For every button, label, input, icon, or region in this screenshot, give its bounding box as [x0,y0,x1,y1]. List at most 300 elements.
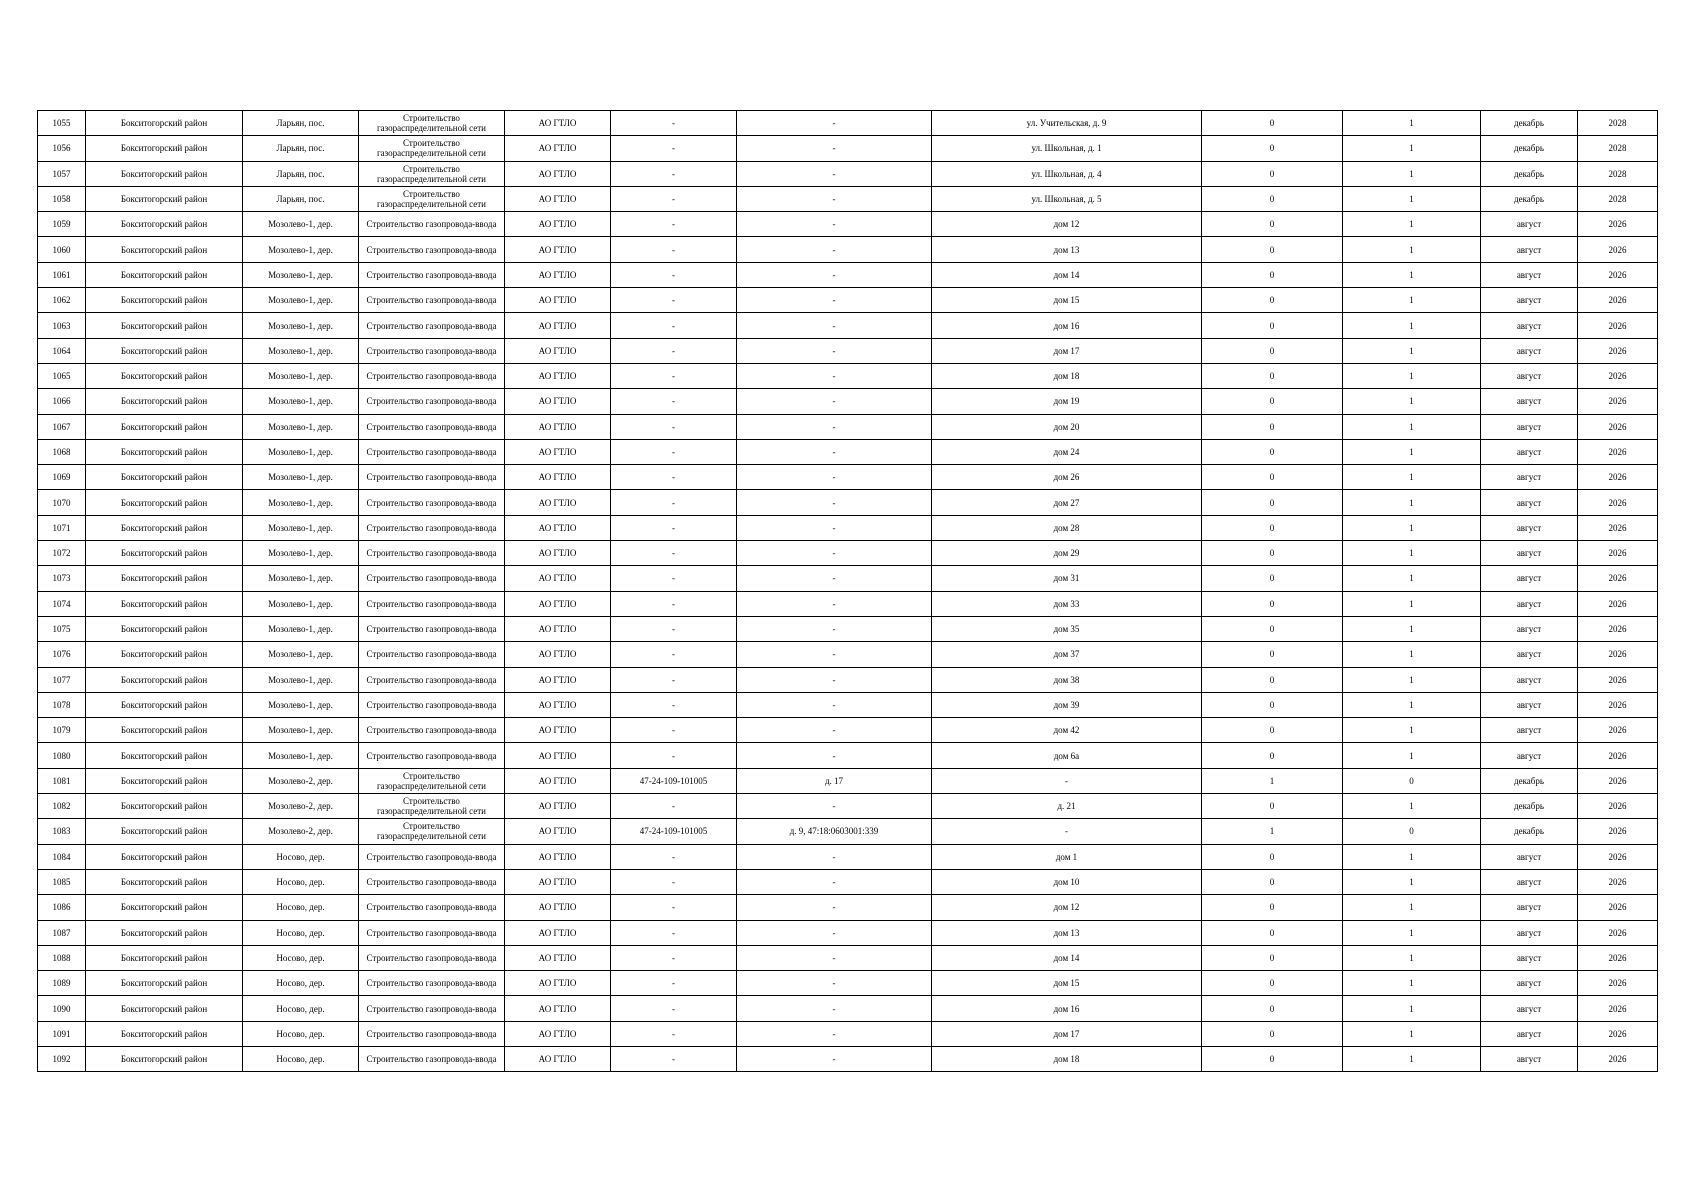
organization-cell: АО ГТЛО [505,920,611,945]
district-cell: Бокситогорский район [86,945,243,970]
address-cell: дом 14 [932,262,1202,287]
work-type-cell: Строительство газопровода-ввода [359,389,505,414]
count-a-cell: 0 [1202,161,1343,186]
table-row [38,363,1658,388]
table-row [38,1046,1658,1071]
year-cell: 2026 [1578,541,1658,566]
count-a-cell: 0 [1202,212,1343,237]
table-row [38,794,1658,819]
count-a-cell: 0 [1202,541,1343,566]
code-cell: - [611,363,737,388]
count-b-cell: 1 [1343,718,1481,743]
count-a-cell: 1 [1202,768,1343,793]
month-cell: август [1481,515,1578,540]
month-cell: август [1481,313,1578,338]
count-b-cell: 1 [1343,363,1481,388]
organization-cell: АО ГТЛО [505,869,611,894]
code-cell: 47-24-109-101005 [611,768,737,793]
year-cell: 2026 [1578,718,1658,743]
row-number-cell: 1087 [38,920,86,945]
year-cell: 2026 [1578,743,1658,768]
address-cell: дом 13 [932,237,1202,262]
code-cell: - [611,642,737,667]
year-cell: 2026 [1578,465,1658,490]
settlement-cell: Мозолево-1, дер. [243,414,359,439]
table-row [38,389,1658,414]
count-b-cell: 1 [1343,692,1481,717]
count-b-cell: 1 [1343,616,1481,641]
count-b-cell: 1 [1343,895,1481,920]
code-cell: - [611,338,737,363]
count-b-cell: 1 [1343,794,1481,819]
row-number-cell: 1080 [38,743,86,768]
address-cell: ул. Школьная, д. 4 [932,161,1202,186]
district-cell: Бокситогорский район [86,313,243,338]
settlement-cell: Носово, дер. [243,895,359,920]
year-cell: 2026 [1578,212,1658,237]
year-cell: 2026 [1578,490,1658,515]
district-cell: Бокситогорский район [86,338,243,363]
row-number-cell: 1061 [38,262,86,287]
address-cell: дом 38 [932,667,1202,692]
organization-cell: АО ГТЛО [505,642,611,667]
code-cell: - [611,161,737,186]
year-cell: 2026 [1578,363,1658,388]
district-cell: Бокситогорский район [86,616,243,641]
work-type-cell: Строительство газораспределительной сети [359,768,505,793]
count-b-cell: 1 [1343,1046,1481,1071]
object-cell: - [737,186,932,211]
count-b-cell: 1 [1343,667,1481,692]
work-type-cell: Строительство газопровода-ввода [359,566,505,591]
organization-cell: АО ГТЛО [505,616,611,641]
object-cell: - [737,136,932,161]
month-cell: декабрь [1481,768,1578,793]
address-cell: дом 15 [932,288,1202,313]
district-cell: Бокситогорский район [86,212,243,237]
row-number-cell: 1090 [38,996,86,1021]
year-cell: 2028 [1578,161,1658,186]
settlement-cell: Носово, дер. [243,869,359,894]
address-cell: дом 39 [932,692,1202,717]
object-cell: - [737,111,932,136]
code-cell: 47-24-109-101005 [611,819,737,844]
code-cell: - [611,313,737,338]
month-cell: август [1481,667,1578,692]
object-cell: - [737,743,932,768]
settlement-cell: Мозолево-1, дер. [243,591,359,616]
object-cell: - [737,642,932,667]
object-cell: - [737,920,932,945]
settlement-cell: Мозолево-1, дер. [243,541,359,566]
row-number-cell: 1071 [38,515,86,540]
organization-cell: АО ГТЛО [505,794,611,819]
count-a-cell: 0 [1202,111,1343,136]
object-cell: - [737,1046,932,1071]
month-cell: август [1481,971,1578,996]
year-cell: 2026 [1578,667,1658,692]
object-cell: - [737,414,932,439]
district-cell: Бокситогорский район [86,920,243,945]
work-type-cell: Строительство газопровода-ввода [359,692,505,717]
settlement-cell: Мозолево-1, дер. [243,718,359,743]
count-b-cell: 1 [1343,591,1481,616]
month-cell: декабрь [1481,111,1578,136]
count-a-cell: 0 [1202,186,1343,211]
gasification-table [37,110,1658,1072]
month-cell: август [1481,490,1578,515]
row-number-cell: 1081 [38,768,86,793]
district-cell: Бокситогорский район [86,414,243,439]
count-a-cell: 0 [1202,363,1343,388]
code-cell: - [611,262,737,287]
organization-cell: АО ГТЛО [505,262,611,287]
table-row [38,1021,1658,1046]
district-cell: Бокситогорский район [86,895,243,920]
count-b-cell: 1 [1343,971,1481,996]
table-row [38,313,1658,338]
object-cell: - [737,313,932,338]
work-type-cell: Строительство газопровода-ввода [359,1046,505,1071]
month-cell: август [1481,869,1578,894]
object-cell: - [737,945,932,970]
month-cell: август [1481,743,1578,768]
organization-cell: АО ГТЛО [505,541,611,566]
month-cell: август [1481,1046,1578,1071]
row-number-cell: 1082 [38,794,86,819]
month-cell: декабрь [1481,819,1578,844]
settlement-cell: Мозолево-1, дер. [243,616,359,641]
table-row [38,212,1658,237]
year-cell: 2026 [1578,895,1658,920]
address-cell: дом 12 [932,212,1202,237]
count-b-cell: 1 [1343,945,1481,970]
row-number-cell: 1078 [38,692,86,717]
count-a-cell: 0 [1202,389,1343,414]
district-cell: Бокситогорский район [86,642,243,667]
district-cell: Бокситогорский район [86,844,243,869]
district-cell: Бокситогорский район [86,996,243,1021]
work-type-cell: Строительство газопровода-ввода [359,971,505,996]
month-cell: август [1481,389,1578,414]
settlement-cell: Мозолево-1, дер. [243,313,359,338]
table-row [38,566,1658,591]
work-type-cell: Строительство газопровода-ввода [359,591,505,616]
settlement-cell: Ларьян, пос. [243,111,359,136]
row-number-cell: 1092 [38,1046,86,1071]
year-cell: 2026 [1578,844,1658,869]
code-cell: - [611,515,737,540]
address-cell: дом 20 [932,414,1202,439]
organization-cell: АО ГТЛО [505,111,611,136]
month-cell: декабрь [1481,136,1578,161]
settlement-cell: Мозолево-2, дер. [243,819,359,844]
district-cell: Бокситогорский район [86,363,243,388]
row-number-cell: 1079 [38,718,86,743]
settlement-cell: Мозолево-1, дер. [243,212,359,237]
year-cell: 2026 [1578,237,1658,262]
organization-cell: АО ГТЛО [505,844,611,869]
table-row [38,541,1658,566]
work-type-cell: Строительство газопровода-ввода [359,920,505,945]
settlement-cell: Ларьян, пос. [243,186,359,211]
object-cell: - [737,591,932,616]
year-cell: 2026 [1578,768,1658,793]
count-b-cell: 1 [1343,642,1481,667]
address-cell: дом 27 [932,490,1202,515]
address-cell: ул. Школьная, д. 1 [932,136,1202,161]
month-cell: декабрь [1481,161,1578,186]
organization-cell: АО ГТЛО [505,414,611,439]
count-a-cell: 0 [1202,237,1343,262]
work-type-cell: Строительство газопровода-ввода [359,1021,505,1046]
count-b-cell: 1 [1343,262,1481,287]
object-cell: д. 9, 47:18:0603001:339 [737,819,932,844]
organization-cell: АО ГТЛО [505,692,611,717]
district-cell: Бокситогорский район [86,971,243,996]
month-cell: август [1481,465,1578,490]
month-cell: август [1481,566,1578,591]
work-type-cell: Строительство газопровода-ввода [359,237,505,262]
year-cell: 2026 [1578,313,1658,338]
count-a-cell: 0 [1202,794,1343,819]
address-cell: дом 24 [932,439,1202,464]
address-cell: дом 17 [932,338,1202,363]
table-row [38,692,1658,717]
organization-cell: АО ГТЛО [505,819,611,844]
organization-cell: АО ГТЛО [505,996,611,1021]
count-a-cell: 0 [1202,313,1343,338]
district-cell: Бокситогорский район [86,1021,243,1046]
code-cell: - [611,591,737,616]
month-cell: декабрь [1481,186,1578,211]
work-type-cell: Строительство газораспределительной сети [359,794,505,819]
code-cell: - [611,439,737,464]
address-cell: дом 13 [932,920,1202,945]
row-number-cell: 1057 [38,161,86,186]
month-cell: август [1481,439,1578,464]
object-cell: - [737,566,932,591]
year-cell: 2026 [1578,642,1658,667]
table-body [38,111,1658,1072]
month-cell: август [1481,718,1578,743]
code-cell: - [611,566,737,591]
settlement-cell: Мозолево-1, дер. [243,288,359,313]
code-cell: - [611,616,737,641]
object-cell: - [737,718,932,743]
year-cell: 2026 [1578,996,1658,1021]
address-cell: - [932,819,1202,844]
table-row [38,237,1658,262]
address-cell: дом 37 [932,642,1202,667]
work-type-cell: Строительство газопровода-ввода [359,541,505,566]
work-type-cell: Строительство газопровода-ввода [359,439,505,464]
count-a-cell: 0 [1202,844,1343,869]
year-cell: 2026 [1578,414,1658,439]
district-cell: Бокситогорский район [86,465,243,490]
organization-cell: АО ГТЛО [505,667,611,692]
month-cell: август [1481,212,1578,237]
code-cell: - [611,288,737,313]
code-cell: - [611,895,737,920]
count-b-cell: 1 [1343,389,1481,414]
settlement-cell: Мозолево-1, дер. [243,262,359,287]
row-number-cell: 1056 [38,136,86,161]
work-type-cell: Строительство газопровода-ввода [359,414,505,439]
district-cell: Бокситогорский район [86,768,243,793]
organization-cell: АО ГТЛО [505,313,611,338]
table-row [38,616,1658,641]
table-row [38,288,1658,313]
work-type-cell: Строительство газопровода-ввода [359,945,505,970]
work-type-cell: Строительство газопровода-ввода [359,743,505,768]
work-type-cell: Строительство газопровода-ввода [359,996,505,1021]
month-cell: декабрь [1481,794,1578,819]
code-cell: - [611,389,737,414]
settlement-cell: Мозолево-1, дер. [243,338,359,363]
year-cell: 2028 [1578,186,1658,211]
object-cell: - [737,389,932,414]
document-page [37,110,1658,1072]
table-row [38,971,1658,996]
address-cell: дом 28 [932,515,1202,540]
work-type-cell: Строительство газопровода-ввода [359,844,505,869]
count-b-cell: 1 [1343,288,1481,313]
address-cell: дом 12 [932,895,1202,920]
count-a-cell: 0 [1202,616,1343,641]
address-cell: дом 19 [932,389,1202,414]
district-cell: Бокситогорский район [86,186,243,211]
row-number-cell: 1062 [38,288,86,313]
organization-cell: АО ГТЛО [505,136,611,161]
organization-cell: АО ГТЛО [505,363,611,388]
row-number-cell: 1070 [38,490,86,515]
organization-cell: АО ГТЛО [505,237,611,262]
settlement-cell: Мозолево-1, дер. [243,667,359,692]
code-cell: - [611,1021,737,1046]
code-cell: - [611,743,737,768]
work-type-cell: Строительство газопровода-ввода [359,490,505,515]
organization-cell: АО ГТЛО [505,515,611,540]
code-cell: - [611,794,737,819]
row-number-cell: 1064 [38,338,86,363]
year-cell: 2026 [1578,389,1658,414]
address-cell: дом 29 [932,541,1202,566]
count-a-cell: 0 [1202,490,1343,515]
row-number-cell: 1065 [38,363,86,388]
object-cell: - [737,363,932,388]
object-cell: - [737,439,932,464]
year-cell: 2026 [1578,794,1658,819]
year-cell: 2026 [1578,591,1658,616]
count-b-cell: 1 [1343,338,1481,363]
month-cell: август [1481,692,1578,717]
work-type-cell: Строительство газопровода-ввода [359,262,505,287]
work-type-cell: Строительство газопровода-ввода [359,363,505,388]
table-row [38,945,1658,970]
object-cell: - [737,465,932,490]
code-cell: - [611,136,737,161]
count-b-cell: 1 [1343,844,1481,869]
row-number-cell: 1089 [38,971,86,996]
month-cell: август [1481,591,1578,616]
settlement-cell: Мозолево-1, дер. [243,389,359,414]
address-cell: дом 42 [932,718,1202,743]
object-cell: - [737,869,932,894]
settlement-cell: Мозолево-1, дер. [243,515,359,540]
address-cell: дом 10 [932,869,1202,894]
organization-cell: АО ГТЛО [505,186,611,211]
code-cell: - [611,186,737,211]
district-cell: Бокситогорский район [86,1046,243,1071]
count-a-cell: 0 [1202,692,1343,717]
table-row [38,136,1658,161]
count-b-cell: 1 [1343,161,1481,186]
object-cell: - [737,541,932,566]
year-cell: 2026 [1578,1021,1658,1046]
settlement-cell: Мозолево-1, дер. [243,566,359,591]
address-cell: д. 21 [932,794,1202,819]
organization-cell: АО ГТЛО [505,1046,611,1071]
organization-cell: АО ГТЛО [505,439,611,464]
organization-cell: АО ГТЛО [505,490,611,515]
work-type-cell: Строительство газораспределительной сети [359,819,505,844]
work-type-cell: Строительство газопровода-ввода [359,616,505,641]
table-row [38,667,1658,692]
row-number-cell: 1077 [38,667,86,692]
count-a-cell: 0 [1202,338,1343,363]
month-cell: август [1481,945,1578,970]
table-row [38,718,1658,743]
table-row [38,262,1658,287]
organization-cell: АО ГТЛО [505,212,611,237]
organization-cell: АО ГТЛО [505,566,611,591]
row-number-cell: 1058 [38,186,86,211]
year-cell: 2026 [1578,971,1658,996]
settlement-cell: Мозолево-1, дер. [243,363,359,388]
district-cell: Бокситогорский район [86,111,243,136]
code-cell: - [611,920,737,945]
work-type-cell: Строительство газопровода-ввода [359,642,505,667]
count-a-cell: 0 [1202,743,1343,768]
year-cell: 2026 [1578,819,1658,844]
row-number-cell: 1074 [38,591,86,616]
district-cell: Бокситогорский район [86,515,243,540]
year-cell: 2026 [1578,566,1658,591]
address-cell: ул. Школьная, д. 5 [932,186,1202,211]
month-cell: август [1481,920,1578,945]
settlement-cell: Мозолево-1, дер. [243,237,359,262]
district-cell: Бокситогорский район [86,389,243,414]
work-type-cell: Строительство газопровода-ввода [359,895,505,920]
code-cell: - [611,490,737,515]
month-cell: август [1481,1021,1578,1046]
organization-cell: АО ГТЛО [505,389,611,414]
month-cell: август [1481,237,1578,262]
table-row [38,895,1658,920]
row-number-cell: 1076 [38,642,86,667]
code-cell: - [611,237,737,262]
work-type-cell: Строительство газораспределительной сети [359,186,505,211]
count-a-cell: 0 [1202,465,1343,490]
count-a-cell: 0 [1202,869,1343,894]
count-a-cell: 0 [1202,920,1343,945]
district-cell: Бокситогорский район [86,439,243,464]
month-cell: август [1481,616,1578,641]
row-number-cell: 1084 [38,844,86,869]
district-cell: Бокситогорский район [86,819,243,844]
count-b-cell: 1 [1343,313,1481,338]
